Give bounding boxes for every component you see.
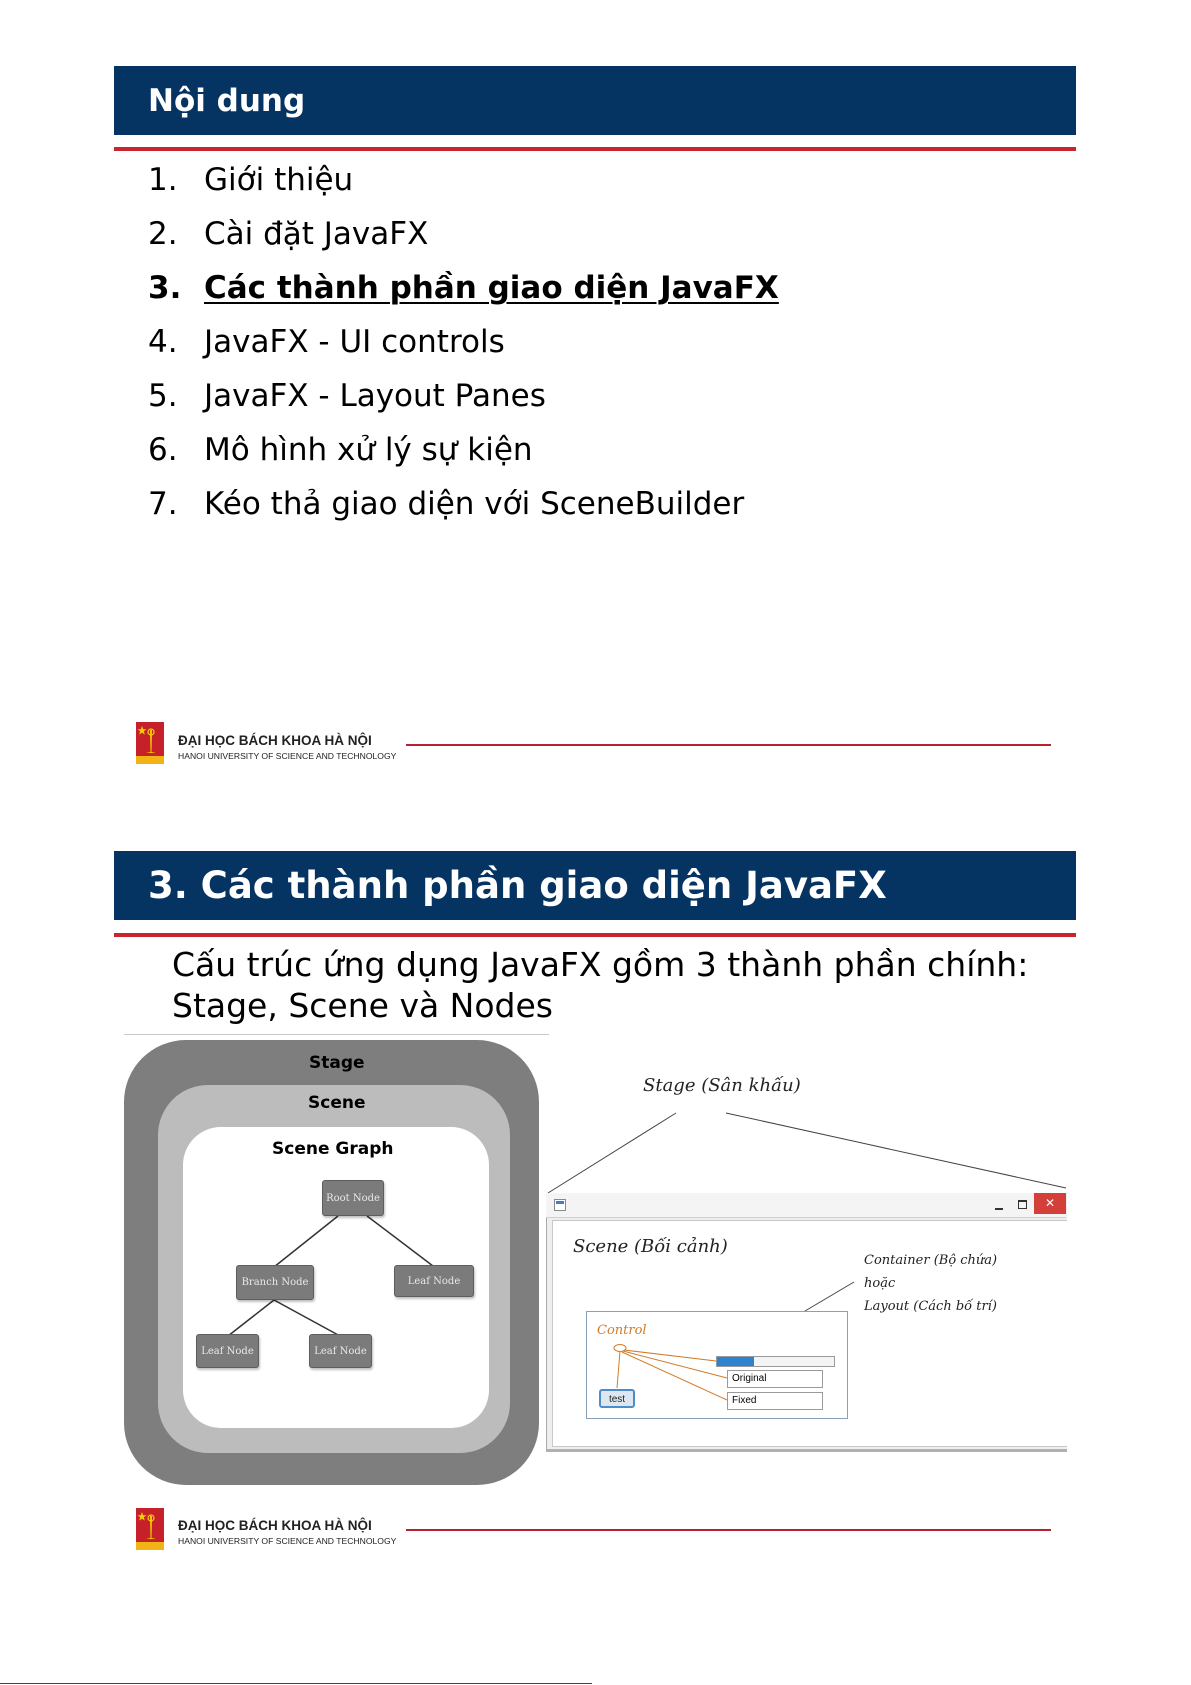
test-button[interactable]: test (599, 1389, 635, 1408)
container-annotation: Container (Bộ chứa) (864, 1253, 998, 1268)
toc-num: 7. (148, 486, 178, 522)
footer-university-name: ĐẠI HỌC BÁCH KHOA HÀ NỘI (178, 733, 372, 748)
toc-num: 1. (148, 162, 178, 198)
intro-line-2: Stage, Scene và Nodes (172, 986, 553, 1025)
control-annotation: Control (597, 1323, 647, 1338)
scene-annotation: Scene (Bối cảnh) (573, 1236, 728, 1257)
toc-num: 2. (148, 216, 178, 252)
slide1-title: Nội dung (148, 82, 306, 119)
toc-num: 4. (148, 324, 178, 360)
slide2-title: 3. Các thành phần giao diện JavaFX (148, 864, 887, 907)
scene-label: Scene (308, 1093, 366, 1113)
root-node: Root Node (322, 1180, 384, 1216)
or-annotation: hoặc (864, 1276, 896, 1291)
progress-bar (716, 1356, 835, 1367)
page-bottom-rule (0, 1683, 592, 1684)
layout-annotation: Layout (Cách bố trí) (864, 1299, 997, 1314)
toc-text: Kéo thả giao diện với SceneBuilder (204, 486, 745, 522)
toc-text: JavaFX - UI controls (204, 324, 505, 360)
toc-text: Mô hình xử lý sự kiện (204, 432, 533, 468)
toc-text: Các thành phần giao diện JavaFX (204, 270, 779, 306)
toc-num: 6. (148, 432, 178, 468)
footer-university-name: ĐẠI HỌC BÁCH KHOA HÀ NỘI (178, 1518, 372, 1533)
toc-num: 5. (148, 378, 178, 414)
text-field-original[interactable]: Original (727, 1370, 823, 1388)
stage-annotation: Stage (Sân khấu) (643, 1075, 801, 1096)
scene-graph-label: Scene Graph (272, 1139, 394, 1159)
toc-text: Cài đặt JavaFX (204, 216, 429, 252)
toc-text: JavaFX - Layout Panes (204, 378, 546, 414)
footer-university-subtitle: HANOI UNIVERSITY OF SCIENCE AND TECHNOLOGY (178, 1536, 397, 1546)
leaf-node-1: Leaf Node (196, 1334, 259, 1368)
university-logo (136, 1508, 164, 1550)
text-field-fixed[interactable]: Fixed (727, 1392, 823, 1410)
close-button[interactable]: ✕ (1034, 1193, 1066, 1214)
stage-label: Stage (309, 1053, 365, 1073)
leaf-node-2: Leaf Node (309, 1334, 372, 1368)
intro-line-1: Cấu trúc ứng dụng JavaFX gồm 3 thành phần chính: (172, 945, 1029, 984)
progress-fill (717, 1357, 754, 1366)
footer-rule (406, 1529, 1051, 1531)
toc-text: Giới thiệu (204, 162, 354, 198)
branch-node: Branch Node (236, 1265, 314, 1300)
leaf-node-right: Leaf Node (394, 1265, 474, 1297)
toc-num: 3. (148, 270, 182, 306)
footer-university-subtitle: HANOI UNIVERSITY OF SCIENCE AND TECHNOLOGY (178, 751, 397, 761)
